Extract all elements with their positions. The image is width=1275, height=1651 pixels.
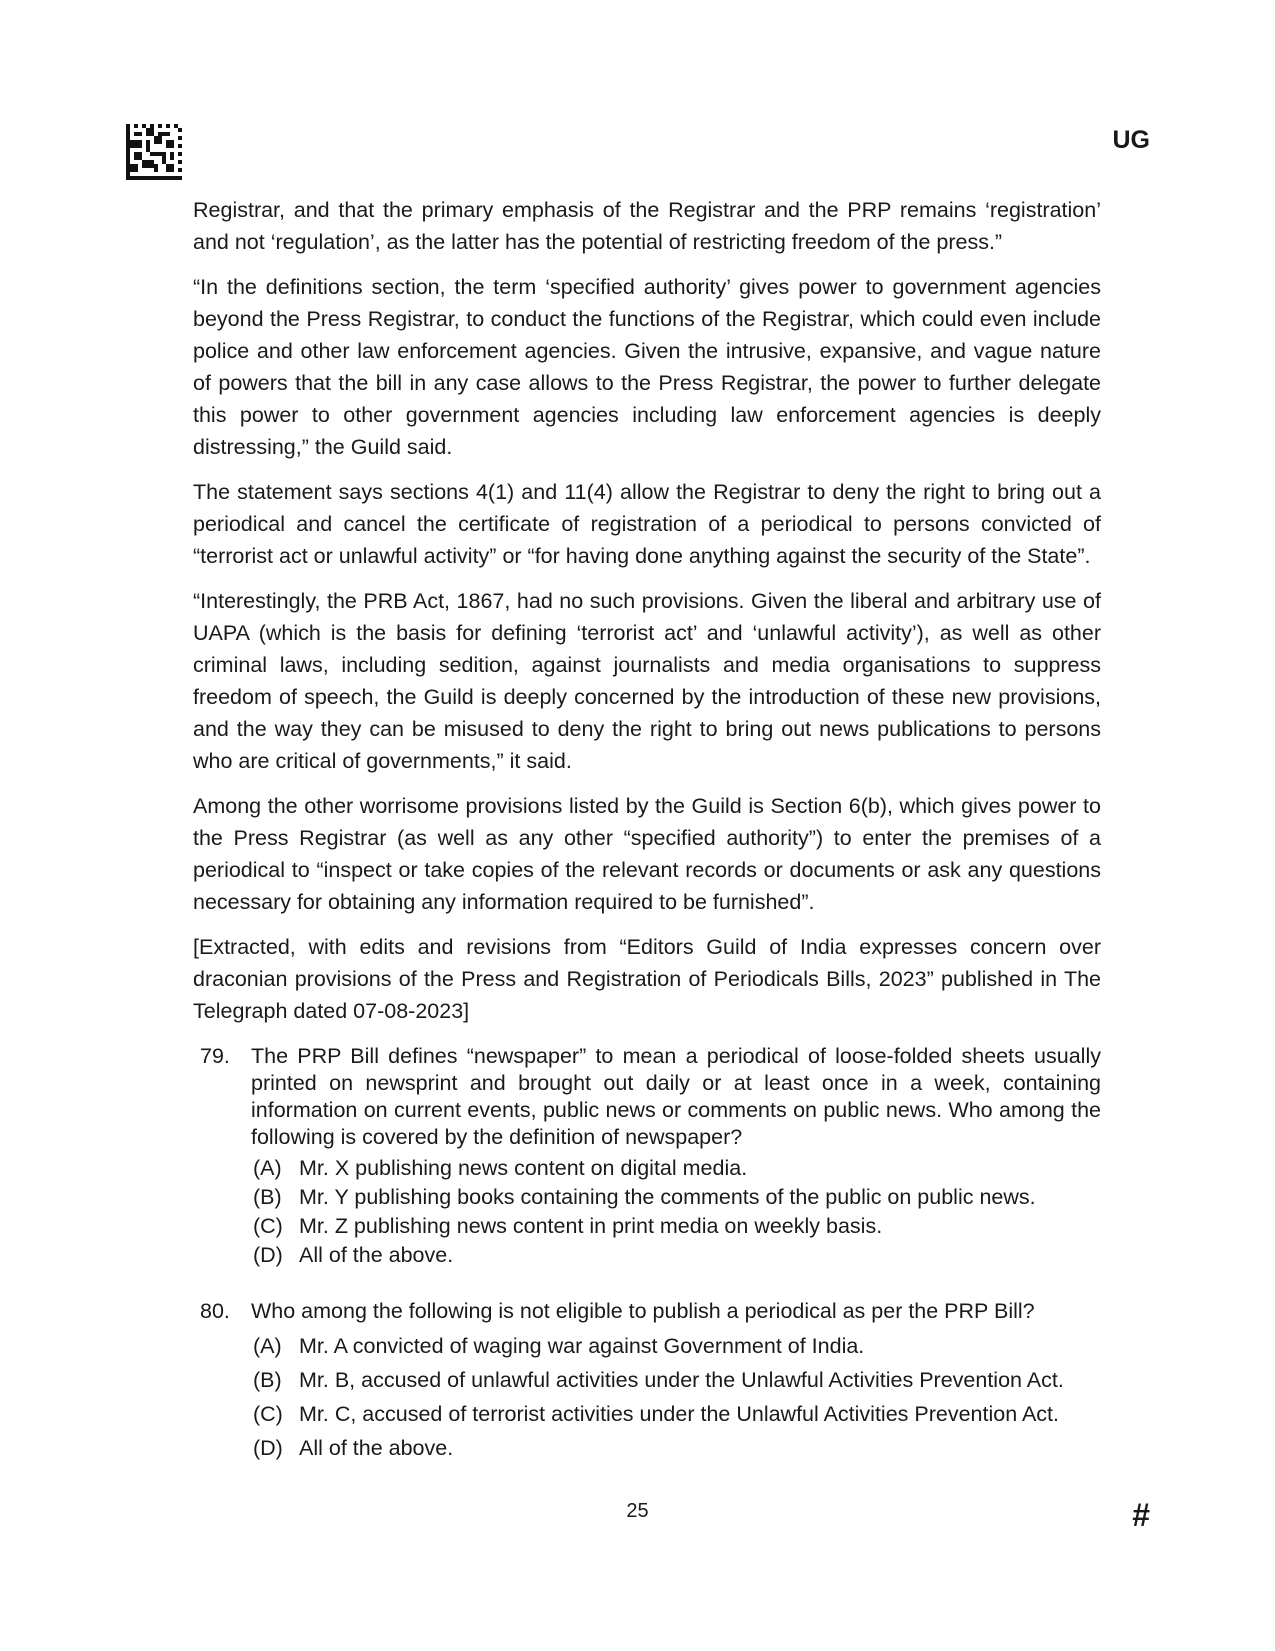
page-number: 25 [626,1500,649,1522]
option-list [253,1329,1101,1465]
option-d [253,1431,1101,1465]
option-c [253,1212,1101,1241]
passage-source: [Extracted, with edits and revisions from “Editors Guild of India expresses concern over draconian provisions of the Press and Registration of Periodicals Bills, 2023” published in The Telegraph dated 07-08-2023] [193,935,1101,1023]
option-label: (B) [253,1185,282,1209]
passage-paragraph: Among the other worrisome provisions listed by the Guild is Section 6(b), which gives power to the Press Registrar (as well as any other “specified authority”) to enter the premises of a periodical to “inspect or take copies of the relevant records or documents or ask any questions necessary for obtaining any information required to be furnished”. [193,794,1101,914]
question-79 [200,1043,1101,1270]
option-text: All of the above. [299,1243,454,1267]
passage-paragraph: The statement says sections 4(1) and 11(4) allow the Registrar to deny the right to bring out a periodical and cancel the certificate of registration of a periodical to persons convicted of “terrorist act or unlawful activity” or “for having done anything against the security of the State”. [193,480,1101,568]
option-text: Mr. Y publishing books containing the comments of the public on public news. [299,1185,1036,1209]
question-80 [200,1298,1101,1465]
option-b [253,1363,1101,1397]
option-list [253,1154,1101,1270]
paper-code: UG [1112,126,1150,154]
passage-paragraph: “Interestingly, the PRB Act, 1867, had no such provisions. Given the liberal and arbitrary use of UAPA (which is the basis for defining ‘terrorist act’ and ‘unlawful activity’), as well as other criminal laws, including sedition, against journalists and media organisations to suppress freedom of speech, the Guild is deeply concerned by the introduction of these new provisions, and the way they can be misused to deny the right to bring out news publications to persons who are critical of governments,” it said. [193,589,1101,773]
option-text: Mr. C, accused of terrorist activities under the Unlawful Activities Prevention Act. [299,1402,1059,1426]
option-a [253,1154,1101,1183]
option-d [253,1241,1101,1270]
passage-paragraph: “In the definitions section, the term ‘specified authority’ gives power to government agencies beyond the Press Registrar, to conduct the functions of the Registrar, which could even include police and other law enforcement agencies. Given the intrusive, expansive, and vague nature of powers that the bill in any case allows to the Press Registrar, the power to further delegate this power to other government agencies including law enforcement agencies is deeply distressing,” the Guild said. [193,275,1101,459]
option-text: All of the above. [299,1436,454,1460]
datamatrix-barcode-icon [126,124,182,180]
option-label: (C) [253,1402,283,1426]
option-text: Mr. X publishing news content on digital media. [299,1156,748,1180]
question-text: The PRP Bill defines “newspaper” to mean a periodical of loose-folded sheets usually printed on newsprint and brought out daily or at least once in a week, containing information on current events, public news or comments on public news. Who among the following is covered by the definition of newspaper? [251,1044,1101,1149]
option-label: (C) [253,1214,283,1238]
option-text: Mr. B, accused of unlawful activities under the Unlawful Activities Prevention Act. [299,1368,1064,1392]
question-list [200,1043,1101,1465]
option-label: (A) [253,1156,282,1180]
option-label: (A) [253,1334,282,1358]
option-b [253,1183,1101,1212]
question-number: 79. [200,1044,230,1068]
question-text: Who among the following is not eligible to publish a periodical as per the PRP Bill? [251,1299,1035,1323]
option-label: (B) [253,1368,282,1392]
page-mark: # [1132,1497,1150,1533]
option-label: (D) [253,1436,283,1460]
option-label: (D) [253,1243,283,1267]
passage [193,194,1101,1040]
option-text: Mr. Z publishing news content in print media on weekly basis. [299,1214,883,1238]
option-a [253,1329,1101,1363]
option-c [253,1397,1101,1431]
passage-paragraph: Registrar, and that the primary emphasis of the Registrar and the PRP remains ‘registration’ and not ‘regulation’, as the latter has the potential of restricting freedom of the press.” [193,198,1101,254]
question-number: 80. [200,1299,230,1323]
option-text: Mr. A convicted of waging war against Government of India. [299,1334,865,1358]
